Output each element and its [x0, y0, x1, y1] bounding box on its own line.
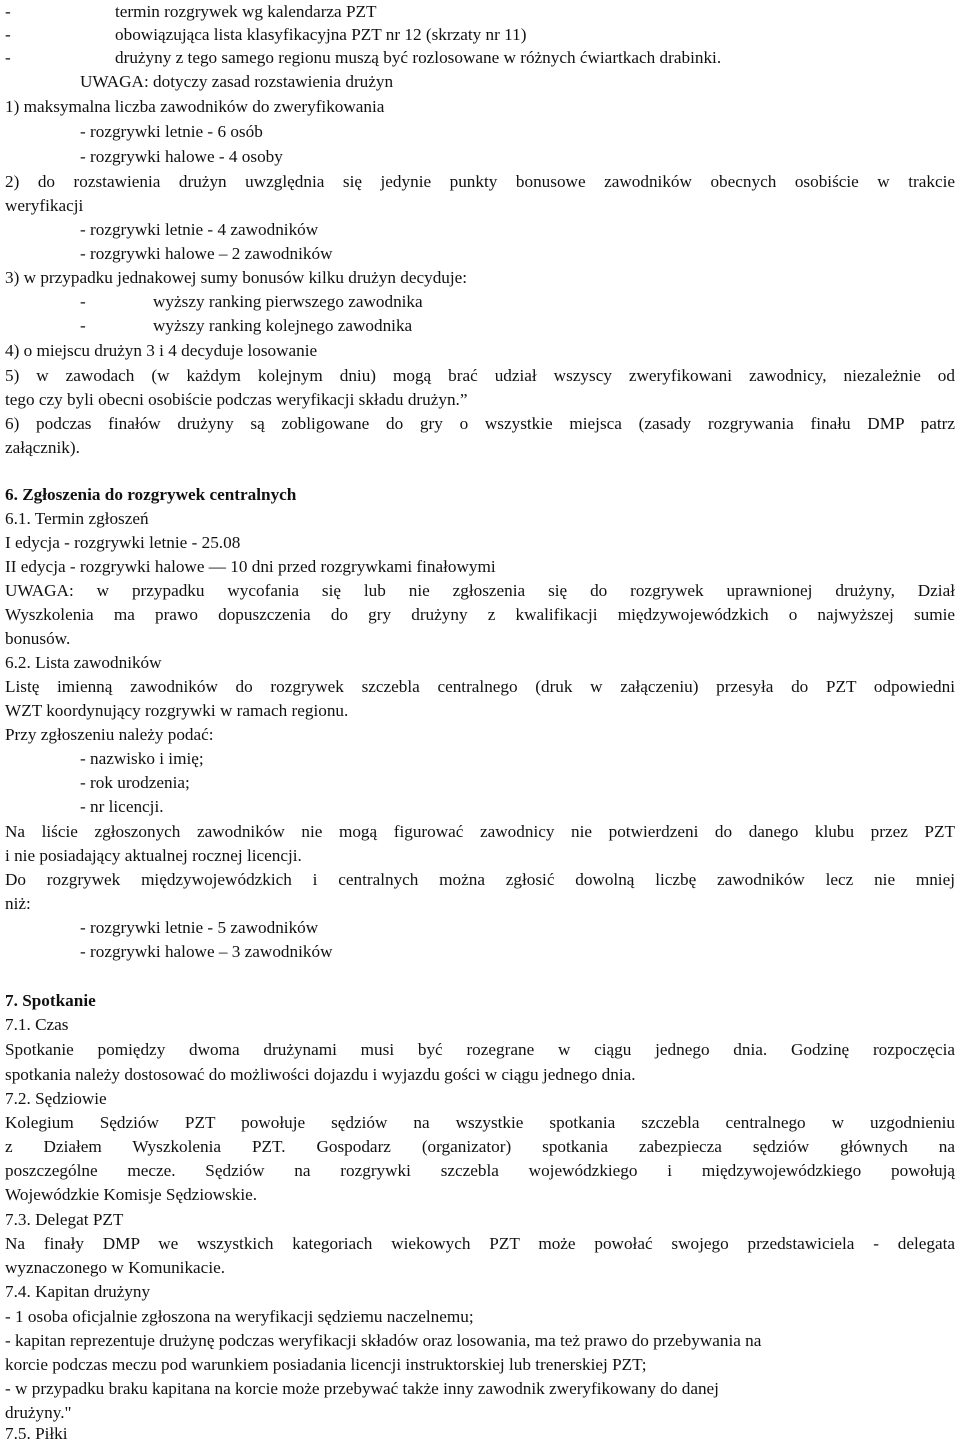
text-line: I edycja - rozgrywki letnie - 25.08 — [5, 533, 241, 552]
text-line: wyznaczonego w Komunikacie. — [5, 1258, 226, 1277]
text-line: - rok urodzenia; — [80, 773, 190, 792]
text-line: z Działem Wyszkolenia PZT. Gospodarz (organizator) spotkania zabezpiecza sędziów głównych na — [5, 1137, 955, 1156]
text-line: Na finały DMP we wszystkich kategoriach wiekowych PZT może powołać swojego przedstawiciela - delegata — [5, 1234, 955, 1253]
text-line: termin rozgrywek wg kalendarza PZT — [115, 2, 377, 21]
text-line: wyższy ranking pierwszego zawodnika — [153, 292, 423, 311]
text-line: - rozgrywki letnie - 6 osób — [80, 122, 263, 141]
text-line: poszczególne mecze. Sędziów na rozgrywki szczebla wojewódzkiego i międzywojewódzkiego powołują — [5, 1161, 955, 1180]
text-line: Spotkanie pomiędzy dwoma drużynami musi być rozegrane w ciągu jednego dnia. Godzinę rozpoczęcia — [5, 1040, 955, 1059]
text-line: Do rozgrywek międzywojewódzkich i centralnych można zgłosić dowolną liczbę zawodników lecz nie mniej — [5, 870, 955, 889]
text-line: - rozgrywki letnie - 4 zawodników — [80, 220, 319, 239]
text-line: bonusów. — [5, 629, 71, 648]
text-line: WZT koordynujący rozgrywki w ramach regionu. — [5, 701, 349, 720]
subsection-heading: 6.1. Termin zgłoszeń — [5, 509, 149, 528]
text-line: Wyszkolenia ma prawo dopuszczenia do gry drużyny z kwalifikacji międzywojewódzkich o najwyższej sumie — [5, 605, 955, 624]
text-line: niż: — [5, 894, 31, 913]
text-line: weryfikacji — [5, 196, 84, 215]
list-dash: - — [5, 25, 11, 44]
text-line: wyższy ranking kolejnego zawodnika — [153, 316, 413, 335]
text-line: 5) w zawodach (w każdym kolejnym dniu) mogą brać udział wszyscy zweryfikowani zawodnicy, niezależnie od — [5, 366, 955, 385]
subsection-heading: 6.2. Lista zawodników — [5, 653, 162, 672]
text-line: UWAGA: w przypadku wycofania się lub nie zgłoszenia się do rozgrywek uprawnionej drużyny, Dział — [5, 581, 955, 600]
text-line: i nie posiadający aktualnej rocznej licencji. — [5, 846, 302, 865]
text-line: Kolegium Sędziów PZT powołuje sędziów na wszystkie spotkania szczebla centralnego w uzgodnieniu — [5, 1113, 955, 1132]
list-dash: - — [80, 292, 86, 311]
subsection-heading: 7.1. Czas — [5, 1015, 69, 1034]
text-line: - rozgrywki halowe – 2 zawodników — [80, 244, 333, 263]
text-line: UWAGA: dotyczy zasad rozstawienia drużyn — [80, 72, 394, 91]
text-line: 3) w przypadku jednakowej sumy bonusów kilku drużyn decyduje: — [5, 268, 468, 287]
text-line: 6) podczas finałów drużyny są zobligowane do gry o wszystkie miejsca (zasady rozgrywania finału DMP patrz — [5, 414, 955, 433]
list-dash: - — [5, 2, 11, 21]
text-line: - nazwisko i imię; — [80, 749, 204, 768]
section-heading: 7. Spotkanie — [5, 991, 96, 1010]
text-line: - rozgrywki halowe - 4 osoby — [80, 147, 283, 166]
text-line: - rozgrywki halowe – 3 zawodników — [80, 942, 333, 961]
text-line: Wojewódzkie Komisje Sędziowskie. — [5, 1185, 258, 1204]
text-line: Na liście zgłoszonych zawodników nie mogą figurować zawodnicy nie potwierdzeni do danego klubu przez PZT — [5, 822, 955, 841]
section-heading: 6. Zgłoszenia do rozgrywek centralnych — [5, 485, 297, 504]
text-line: - nr licencji. — [80, 797, 164, 816]
text-line: tego czy byli obecni osobiście podczas weryfikacji składu drużyn.” — [5, 390, 468, 409]
subsection-heading: 7.4. Kapitan drużyny — [5, 1282, 151, 1301]
list-dash: - — [5, 48, 11, 67]
text-line: drużyny z tego samego regionu muszą być rozlosowane w różnych ćwiartkach drabinki. — [115, 48, 722, 67]
text-line: - 1 osoba oficjalnie zgłoszona na weryfikacji sędziemu naczelnemu; — [5, 1307, 474, 1326]
text-line: - w przypadku braku kapitana na korcie może przebywać także inny zawodnik zweryfikowany do danej — [5, 1379, 719, 1398]
list-dash: - — [80, 316, 86, 335]
subsection-heading: 7.3. Delegat PZT — [5, 1210, 124, 1229]
text-line: Przy zgłoszeniu należy podać: — [5, 725, 214, 744]
text-line: 4) o miejscu drużyn 3 i 4 decyduje losowanie — [5, 341, 318, 360]
text-line: korcie podczas meczu pod warunkiem posiadania licencji instruktorskiej lub trenerskiej PZT; — [5, 1355, 647, 1374]
subsection-heading: 7.2. Sędziowie — [5, 1089, 107, 1108]
text-line: 1) maksymalna liczba zawodników do zweryfikowania — [5, 97, 385, 116]
text-line: II edycja - rozgrywki halowe — 10 dni przed rozgrywkami finałowymi — [5, 557, 496, 576]
text-line: drużyny." — [5, 1403, 72, 1422]
text-line: Listę imienną zawodników do rozgrywek szczebla centralnego (druk w załączeniu) przesyła do PZT odpowiedni — [5, 677, 955, 696]
text-line: obowiązująca lista klasyfikacyjna PZT nr 12 (skrzaty nr 11) — [115, 25, 527, 44]
text-line: spotkania należy dostosować do możliwości dojazdu i wyjazdu gości w ciągu jednego dnia. — [5, 1065, 636, 1084]
text-line: załącznik). — [5, 438, 80, 457]
text-line: - kapitan reprezentuje drużynę podczas weryfikacji składów oraz losowania, ma też prawo do przebywania na — [5, 1331, 762, 1350]
text-line: - rozgrywki letnie - 5 zawodników — [80, 918, 319, 937]
text-line: 2) do rozstawienia drużyn uwzględnia się jedynie punkty bonusowe zawodników obecnych osobiście w trakcie — [5, 172, 955, 191]
subsection-heading: 7.5. Piłki — [5, 1424, 68, 1443]
